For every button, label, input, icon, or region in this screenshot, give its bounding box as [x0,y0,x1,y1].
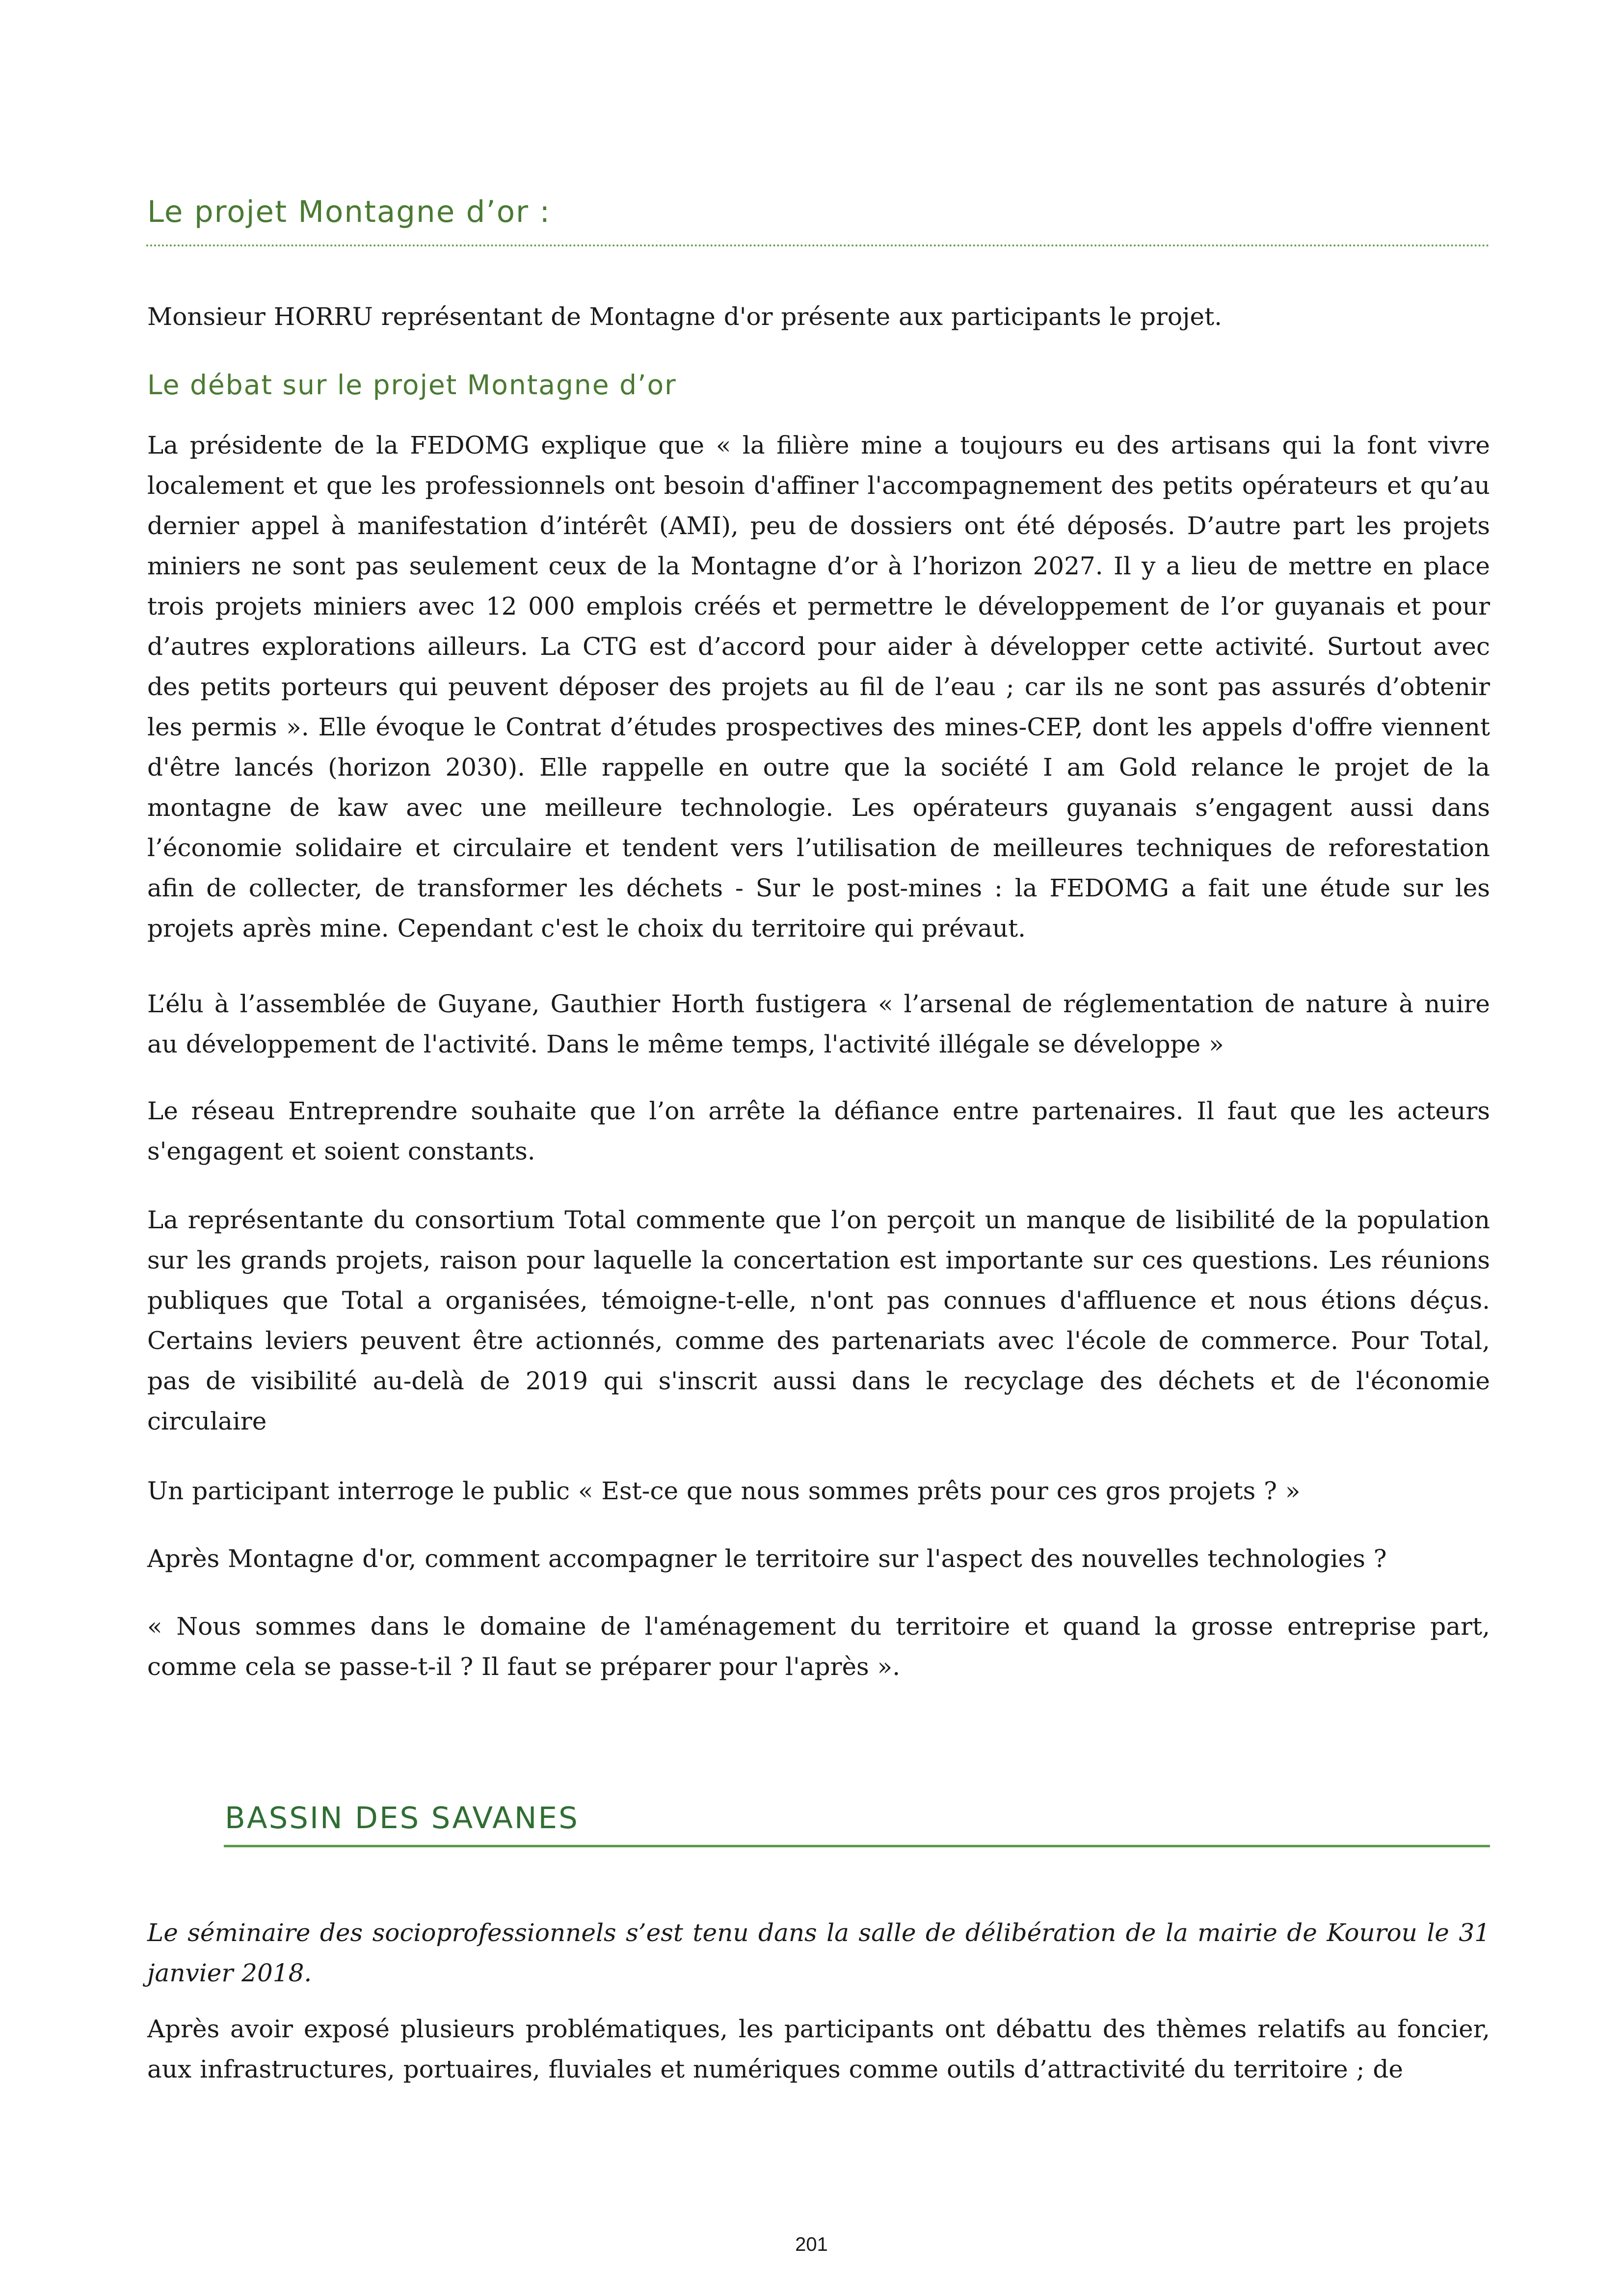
heading-dotted-rule [146,244,1490,246]
paragraph-closing: Après avoir exposé plusieurs problématiques, les participants ont débattu des thèmes relatifs au foncier, aux infrastructures, portuaires, fluviales et numériques comme outils d’attractivité du territoire ; de [147,2015,1490,2083]
paragraph-seminaire: Le séminaire des socioprofessionnels s’est tenu dans la salle de délibération de la mairie de Kourou le 31 janvier 2018. [147,1918,1490,1987]
paragraph-amenagement: « Nous sommes dans le domaine de l'aménagement du territoire et quand la grosse entreprise part, comme cela se passe-t-il ? Il faut se préparer pour l'après ». [147,1612,1490,1681]
paragraph-total: La représentante du consortium Total commente que l’on perçoit un manque de lisibilité de la population sur les grands projets, raison pour laquelle la concertation est importante sur ces questions. Les réunions publiques que Total a organisées, témoigne-t-elle, n'ont pas connues d'affluence et nous étions déçus. Certains leviers peuvent être actionnés, comme des partenariats avec l'école de commerce. Pour Total, pas de visibilité au-delà de 2019 qui s'inscrit aussi dans le recyclage des déchets et de l'économie circulaire [147,1206,1490,1435]
paragraph-reseau-entreprendre: Le réseau Entreprendre souhaite que l’on arrête la défiance entre partenaires. Il faut que les acteurs s'engagent et soient constants. [147,1097,1490,1165]
page-number: 201 [795,2234,828,2255]
section-title-rule [224,1845,1490,1847]
paragraph-participant: Un participant interroge le public « Est-ce que nous sommes prêts pour ces gros projets ? » [147,1477,1301,1505]
paragraph-fedomg: La présidente de la FEDOMG explique que « la filière mine a toujours eu des artisans qui la font vivre localement et que les professionnels ont besoin d'affiner l'accompagnement des petits opérateurs et qu’au dernier appel à manifestation d’intérêt (AMI), peu de dossiers ont été déposés. D’autre part les projets miniers ne sont pas seulement ceux de la Montagne d’or à l’horizon 2027. Il y a lieu de mettre en place trois projets miniers avec 12 000 emplois créés et permettre le développement de l’or guyanais et pour d’autres explorations ailleurs. La CTG est d’accord pour aider à développer cette activité. Surtout avec des petits porteurs qui peuvent déposer des projets au fil de l’eau ; car ils ne sont pas assurés d’obtenir les permis ». Elle évoque le Contrat d’études prospectives des mines-CEP, dont les appels d'offre viennent d'être lancés (horizon 2030). Elle rappelle en outre que la société I am Gold relance le projet de la montagne de kaw avec une meilleure technologie. Les opérateurs guyanais s’engagent aussi dans l’économie solidaire et circulaire et tendent vers l’utilisation de meilleures techniques de reforestation afin de collecter, de transformer les déchets - Sur le post-mines : la FEDOMG a fait une étude sur les projets après mine. Cependant c'est le choix du territoire qui prévaut. [147,431,1490,943]
subheading-debat: Le débat sur le projet Montagne d’or [147,369,677,401]
paragraph-elu-guyane: L’élu à l’assemblée de Guyane, Gauthier Horth fustigera « l’arsenal de réglementation de nature à nuire au développement de l'activité. Dans le même temps, l'activité illégale se développe » [147,990,1490,1058]
section-title-bassin-des-savanes: BASSIN DES SAVANES [225,1801,579,1836]
paragraph-apres-montagne: Après Montagne d'or, comment accompagner le territoire sur l'aspect des nouvelles technologies ? [147,1544,1387,1573]
intro-paragraph: Monsieur HORRU représentant de Montagne d'or présente aux participants le projet. [147,302,1223,331]
heading-projet-montagne-dor: Le projet Montagne d’or : [147,194,551,229]
